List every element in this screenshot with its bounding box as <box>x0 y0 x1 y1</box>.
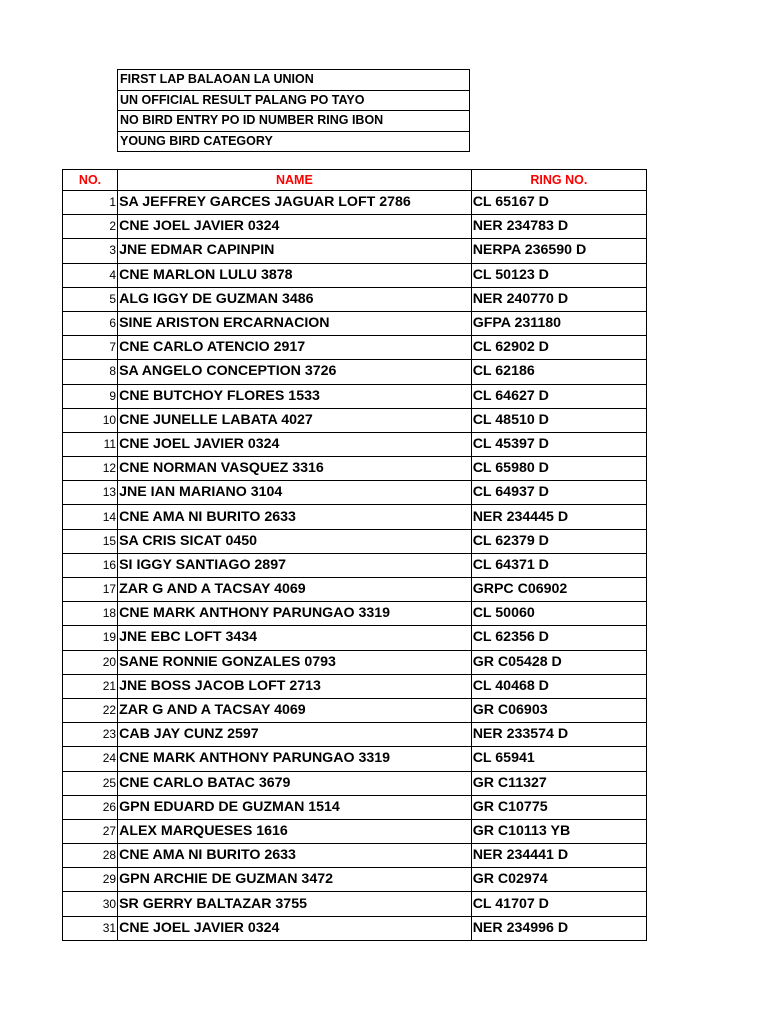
row-ring-number: CL 65167 D <box>471 191 646 215</box>
row-ring-number: GR C06903 <box>471 698 646 722</box>
column-header-no: NO. <box>63 170 118 191</box>
table-row <box>63 360 647 384</box>
row-ring-number: CL 62902 D <box>471 336 646 360</box>
row-number: 13 <box>63 481 118 505</box>
row-number: 25 <box>63 771 118 795</box>
table-row <box>63 239 647 263</box>
row-name: JNE BOSS JACOB LOFT 2713 <box>118 674 472 698</box>
table-row <box>63 457 647 481</box>
table-header-row <box>63 170 647 191</box>
row-ring-number: NER 234445 D <box>471 505 646 529</box>
row-number: 9 <box>63 384 118 408</box>
row-ring-number: GR C11327 <box>471 771 646 795</box>
row-ring-number: GRPC C06902 <box>471 578 646 602</box>
table-row <box>63 263 647 287</box>
header-line <box>118 131 470 152</box>
table-row <box>63 553 647 577</box>
table-row <box>63 892 647 916</box>
row-number: 14 <box>63 505 118 529</box>
row-name: CNE JUNELLE LABATA 4027 <box>118 408 472 432</box>
table-row <box>63 191 647 215</box>
row-ring-number: CL 64937 D <box>471 481 646 505</box>
row-number: 19 <box>63 626 118 650</box>
row-name: SANE RONNIE GONZALES 0793 <box>118 650 472 674</box>
row-ring-number: CL 40468 D <box>471 674 646 698</box>
row-number: 10 <box>63 408 118 432</box>
table-row <box>63 747 647 771</box>
table-row <box>63 795 647 819</box>
row-number: 12 <box>63 457 118 481</box>
row-ring-number: GR C10113 YB <box>471 819 646 843</box>
row-name: ALG IGGY DE GUZMAN 3486 <box>118 287 472 311</box>
row-ring-number: CL 62379 D <box>471 529 646 553</box>
table-row <box>63 481 647 505</box>
table-row <box>63 819 647 843</box>
row-ring-number: CL 50060 <box>471 602 646 626</box>
header-line <box>118 111 470 132</box>
row-name: JNE EBC LOFT 3434 <box>118 626 472 650</box>
header-line-text: YOUNG BIRD CATEGORY <box>118 131 470 152</box>
header-line-text: FIRST LAP BALAOAN LA UNION <box>118 70 470 91</box>
header-line <box>118 70 470 91</box>
row-ring-number: NER 234441 D <box>471 844 646 868</box>
row-ring-number: NER 240770 D <box>471 287 646 311</box>
row-number: 1 <box>63 191 118 215</box>
row-ring-number: NER 234783 D <box>471 215 646 239</box>
row-name: GPN EDUARD DE GUZMAN 1514 <box>118 795 472 819</box>
row-name: CNE JOEL JAVIER 0324 <box>118 432 472 456</box>
row-number: 3 <box>63 239 118 263</box>
row-name: SA ANGELO CONCEPTION 3726 <box>118 360 472 384</box>
header-line-text: UN OFFICIAL RESULT PALANG PO TAYO <box>118 90 470 111</box>
row-ring-number: CL 50123 D <box>471 263 646 287</box>
table-row <box>63 336 647 360</box>
row-ring-number: GFPA 231180 <box>471 311 646 335</box>
row-name: CNE BUTCHOY FLORES 1533 <box>118 384 472 408</box>
row-number: 21 <box>63 674 118 698</box>
row-number: 30 <box>63 892 118 916</box>
column-header-ring: RING NO. <box>471 170 646 191</box>
row-name: CNE JOEL JAVIER 0324 <box>118 215 472 239</box>
header-line-text: NO BIRD ENTRY PO ID NUMBER RING IBON <box>118 111 470 132</box>
row-number: 31 <box>63 916 118 940</box>
table-row <box>63 578 647 602</box>
row-number: 4 <box>63 263 118 287</box>
table-row <box>63 844 647 868</box>
row-number: 18 <box>63 602 118 626</box>
row-number: 11 <box>63 432 118 456</box>
row-ring-number: GR C02974 <box>471 868 646 892</box>
table-row <box>63 916 647 940</box>
results-table <box>62 169 647 941</box>
row-ring-number: CL 48510 D <box>471 408 646 432</box>
row-ring-number: CL 45397 D <box>471 432 646 456</box>
row-name: CNE JOEL JAVIER 0324 <box>118 916 472 940</box>
row-name: ZAR G AND A TACSAY 4069 <box>118 698 472 722</box>
header-line <box>118 90 470 111</box>
row-name: CNE AMA NI BURITO 2633 <box>118 505 472 529</box>
row-number: 20 <box>63 650 118 674</box>
row-name: GPN ARCHIE DE GUZMAN 3472 <box>118 868 472 892</box>
row-number: 27 <box>63 819 118 843</box>
results-body <box>63 191 647 941</box>
row-name: CNE CARLO BATAC 3679 <box>118 771 472 795</box>
table-row <box>63 698 647 722</box>
table-row <box>63 771 647 795</box>
row-name: CAB JAY CUNZ 2597 <box>118 723 472 747</box>
row-ring-number: CL 65980 D <box>471 457 646 481</box>
table-row <box>63 529 647 553</box>
row-ring-number: NER 233574 D <box>471 723 646 747</box>
row-number: 23 <box>63 723 118 747</box>
row-name: SINE ARISTON ERCARNACION <box>118 311 472 335</box>
row-name: SA CRIS SICAT 0450 <box>118 529 472 553</box>
table-row <box>63 215 647 239</box>
column-header-name: NAME <box>118 170 472 191</box>
row-ring-number: GR C10775 <box>471 795 646 819</box>
row-name: JNE IAN MARIANO 3104 <box>118 481 472 505</box>
row-name: CNE MARK ANTHONY PARUNGAO 3319 <box>118 747 472 771</box>
row-ring-number: CL 64371 D <box>471 553 646 577</box>
row-number: 7 <box>63 336 118 360</box>
table-row <box>63 868 647 892</box>
row-name: SR GERRY BALTAZAR 3755 <box>118 892 472 916</box>
header-box <box>117 69 470 152</box>
row-number: 29 <box>63 868 118 892</box>
table-row <box>63 432 647 456</box>
table-row <box>63 408 647 432</box>
table-row <box>63 311 647 335</box>
row-name: JNE EDMAR CAPINPIN <box>118 239 472 263</box>
row-ring-number: CL 62356 D <box>471 626 646 650</box>
row-number: 6 <box>63 311 118 335</box>
row-number: 8 <box>63 360 118 384</box>
row-name: ALEX MARQUESES 1616 <box>118 819 472 843</box>
row-ring-number: NERPA 236590 D <box>471 239 646 263</box>
row-name: CNE CARLO ATENCIO 2917 <box>118 336 472 360</box>
row-ring-number: GR C05428 D <box>471 650 646 674</box>
table-row <box>63 650 647 674</box>
row-number: 22 <box>63 698 118 722</box>
table-row <box>63 602 647 626</box>
table-row <box>63 723 647 747</box>
row-number: 5 <box>63 287 118 311</box>
row-name: CNE AMA NI BURITO 2633 <box>118 844 472 868</box>
row-ring-number: CL 41707 D <box>471 892 646 916</box>
row-ring-number: CL 62186 <box>471 360 646 384</box>
row-number: 24 <box>63 747 118 771</box>
row-number: 28 <box>63 844 118 868</box>
row-number: 16 <box>63 553 118 577</box>
row-ring-number: CL 65941 <box>471 747 646 771</box>
row-name: ZAR G AND A TACSAY 4069 <box>118 578 472 602</box>
row-ring-number: NER 234996 D <box>471 916 646 940</box>
row-name: SA JEFFREY GARCES JAGUAR LOFT 2786 <box>118 191 472 215</box>
row-number: 2 <box>63 215 118 239</box>
row-name: CNE MARLON LULU 3878 <box>118 263 472 287</box>
row-number: 15 <box>63 529 118 553</box>
row-number: 26 <box>63 795 118 819</box>
table-row <box>63 626 647 650</box>
row-ring-number: CL 64627 D <box>471 384 646 408</box>
row-name: CNE NORMAN VASQUEZ 3316 <box>118 457 472 481</box>
table-row <box>63 384 647 408</box>
row-number: 17 <box>63 578 118 602</box>
row-name: CNE MARK ANTHONY PARUNGAO 3319 <box>118 602 472 626</box>
row-name: SI IGGY SANTIAGO 2897 <box>118 553 472 577</box>
table-row <box>63 674 647 698</box>
table-row <box>63 505 647 529</box>
table-row <box>63 287 647 311</box>
